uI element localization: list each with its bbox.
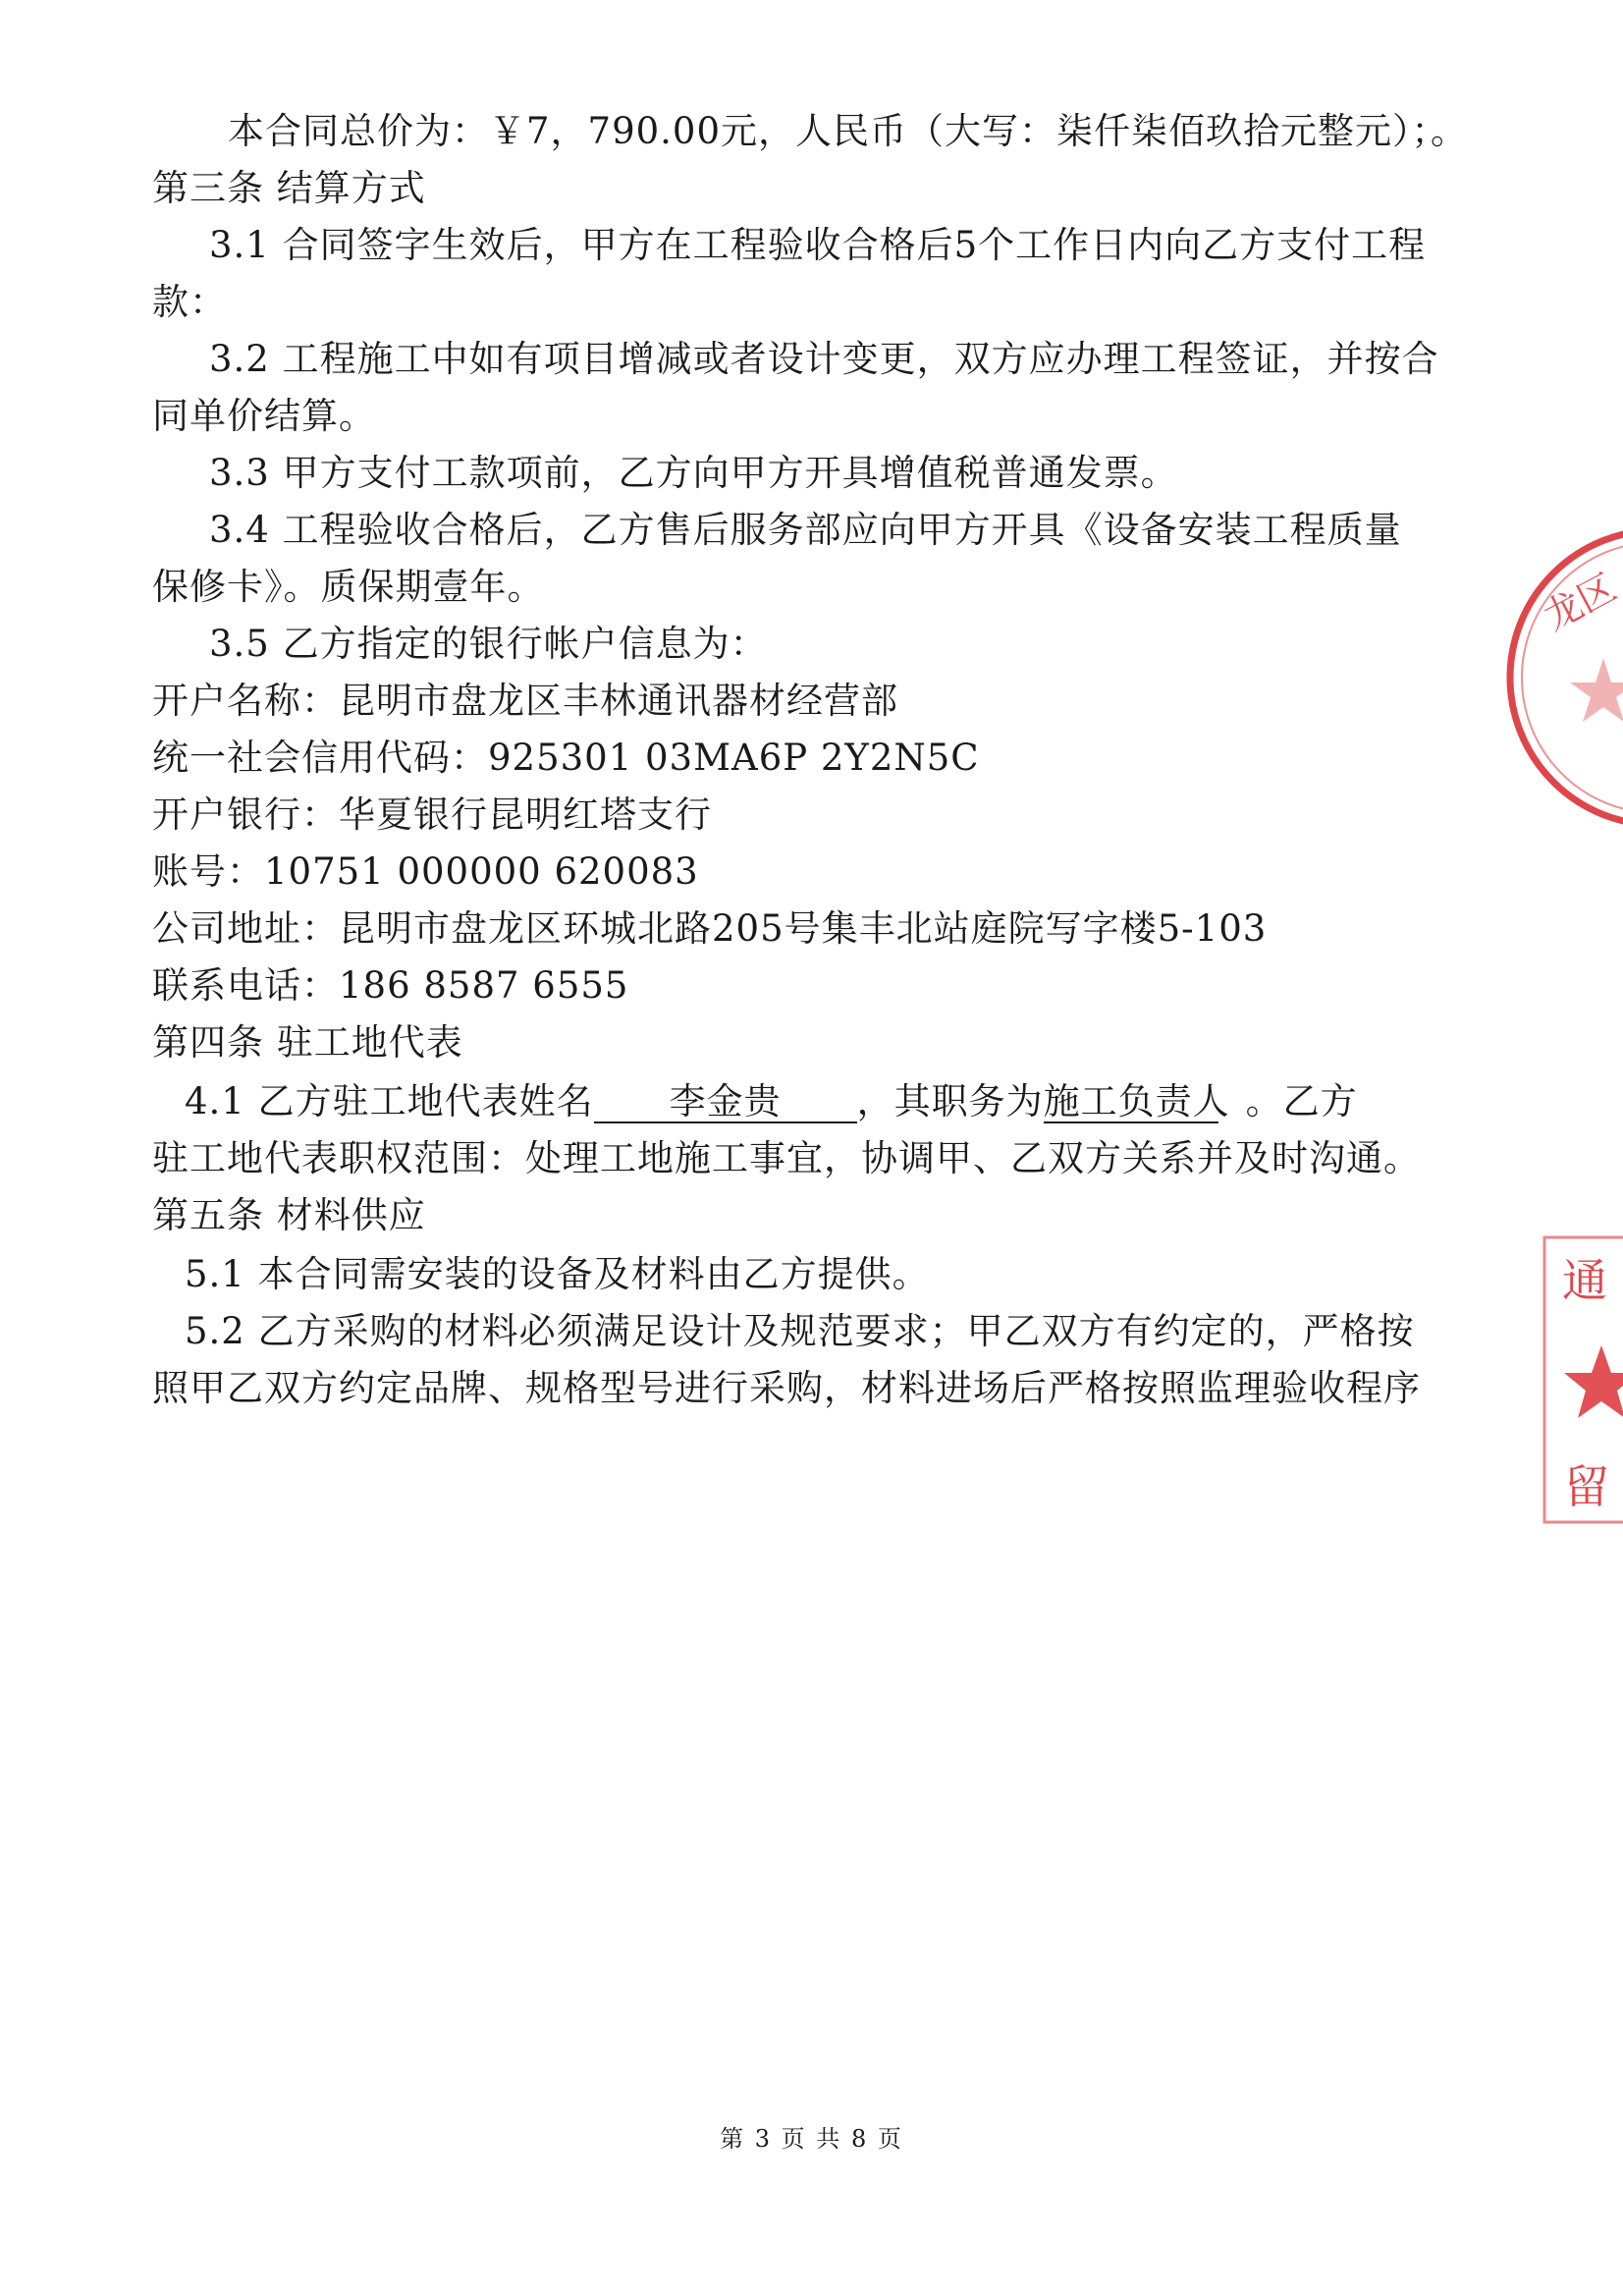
clause-4-1-middle: ，其职务为 <box>856 1080 1044 1122</box>
clause-3-2-line-1: 3.2 工程施工中如有项目增减或者设计变更，双方应办理工程签证，并按合 <box>209 338 1439 380</box>
clause-4-1-line-2: 驻工地代表职权范围：处理工地施工事宜，协调甲、乙双方关系并及时沟通。 <box>152 1137 1421 1179</box>
company-seal-top <box>1486 516 1623 840</box>
clause-4-1-suffix: 。乙方 <box>1245 1080 1358 1122</box>
contact-phone: 联系电话：186 8587 6555 <box>152 964 629 1007</box>
account-number: 账号：10751 000000 620083 <box>152 850 699 893</box>
account-name: 开户名称：昆明市盘龙区丰林通讯器材经营部 <box>152 680 898 722</box>
company-address: 公司地址：昆明市盘龙区环城北路205号集丰北站庭院写字楼5-103 <box>152 907 1268 950</box>
clause-5-1: 5.1 本合同需安装的设备及材料由乙方提供。 <box>185 1253 930 1295</box>
article-5-heading: 第五条 材料供应 <box>152 1194 426 1236</box>
clause-3-4-line-1: 3.4 工程验收合格后，乙方售后服务部应向甲方开具《设备安装工程质量 <box>209 509 1402 551</box>
clause-3-5: 3.5 乙方指定的银行帐户信息为： <box>209 623 768 665</box>
clause-4-1-line-1 <box>185 1080 1358 1123</box>
site-rep-name: 李金贵 <box>594 1082 857 1123</box>
clause-5-2-line-2: 照甲乙双方约定品牌、规格型号进行采购，材料进场后严格按照监理验收程序 <box>152 1367 1421 1409</box>
total-price-line: 本合同总价为：￥7，790.00元，人民币（大写：柒仟柒佰玖拾元整元）；。 <box>228 110 1469 152</box>
page-number-footer: 第 3 页 共 8 页 <box>720 2125 903 2153</box>
credit-code: 统一社会信用代码：925301 03MA6P 2Y2N5C <box>152 737 980 779</box>
article-3-heading: 第三条 结算方式 <box>152 167 426 209</box>
seal-top-text: 龙区 <box>1537 565 1623 639</box>
bank-name: 开户银行：华夏银行昆明红塔支行 <box>152 793 712 836</box>
clause-3-3: 3.3 甲方支付工款项前，乙方向甲方开具增值税普通发票。 <box>209 452 1178 494</box>
clause-3-1-line-2: 款： <box>152 281 227 323</box>
clause-5-2-line-1: 5.2 乙方采购的材料必须满足设计及规范要求；甲乙双方有约定的，严格按 <box>185 1310 1415 1352</box>
seal-mid-char-1: 通 <box>1562 1254 1607 1307</box>
clause-3-4-line-2: 保修卡》。质保期壹年。 <box>152 566 545 608</box>
company-seal-cutoff <box>1525 1218 1623 1542</box>
clause-3-2-line-2: 同单价结算。 <box>152 395 376 437</box>
article-4-heading: 第四条 驻工地代表 <box>152 1021 463 1064</box>
site-rep-role: 施工负责人 <box>1043 1080 1230 1122</box>
clause-4-1-prefix: 4.1 乙方驻工地代表姓名 <box>185 1080 594 1122</box>
seal-mid-char-2: 留 <box>1564 1460 1609 1513</box>
clause-3-1-line-1: 3.1 合同签字生效后，甲方在工程验收合格后5个工作日内向乙方支付工程 <box>209 224 1427 266</box>
